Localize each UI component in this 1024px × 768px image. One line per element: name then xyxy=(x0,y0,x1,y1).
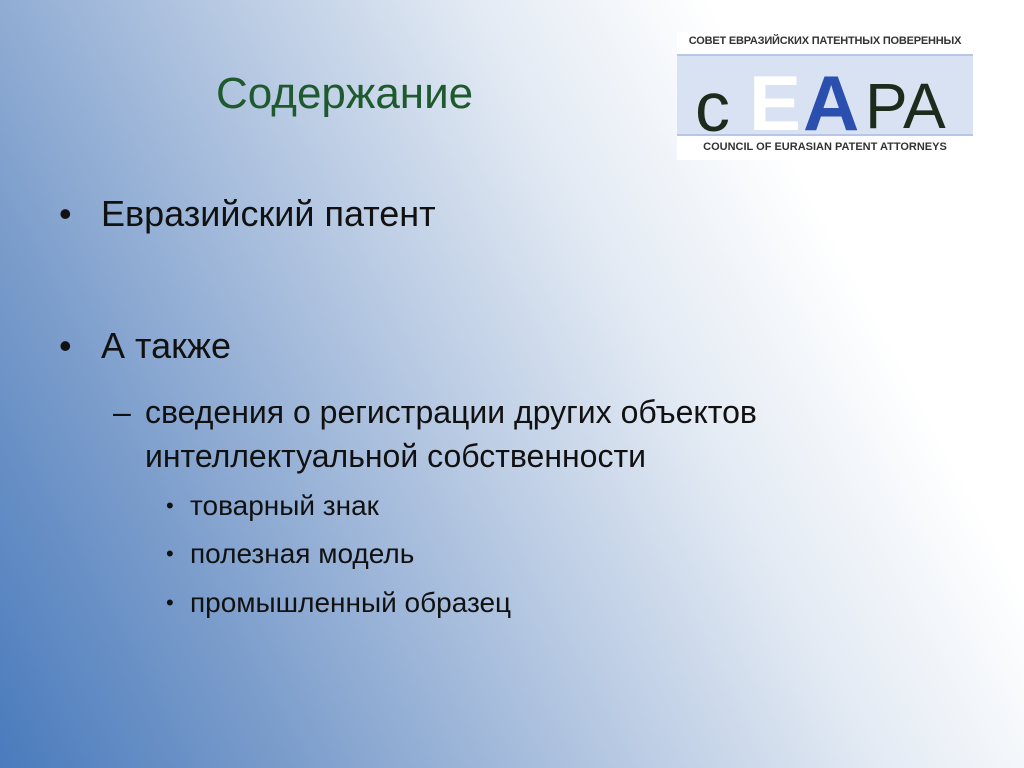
bullet-marker: • xyxy=(59,325,72,366)
sub-sub-bullet-marker: • xyxy=(166,590,174,615)
bullet-text: А также xyxy=(101,325,231,366)
logo-letter-e: E xyxy=(749,59,802,147)
bullet-marker: • xyxy=(59,193,72,234)
bullet-text: Евразийский патент xyxy=(101,193,436,234)
logo-top-text: СОВЕТ ЕВРАЗИЙСКИХ ПАТЕНТНЫХ ПОВЕРЕННЫХ xyxy=(688,35,962,47)
sub-sub-bullet-marker: • xyxy=(166,493,174,518)
logo-letter-a: A xyxy=(803,59,860,147)
logo-bottom-text: COUNCIL OF EURASIAN PATENT ATTORNEYS xyxy=(703,141,947,153)
sub-sub-bullet-marker: • xyxy=(166,541,174,566)
slide-title: Содержание xyxy=(216,69,474,118)
ceapa-logo xyxy=(677,32,973,160)
sub-sub-bullet-text: полезная модель xyxy=(190,538,415,569)
logo-letter-c: c xyxy=(695,68,730,146)
sub-bullet-marker: – xyxy=(113,394,131,430)
sub-bullet-text: сведения о регистрации других объектов интеллектуальной собственности xyxy=(145,394,757,474)
sub-sub-bullet-text: промышленный образец xyxy=(190,587,512,618)
logo-letters-pa: PA xyxy=(865,70,946,142)
sub-sub-bullet-text: товарный знак xyxy=(190,490,379,521)
